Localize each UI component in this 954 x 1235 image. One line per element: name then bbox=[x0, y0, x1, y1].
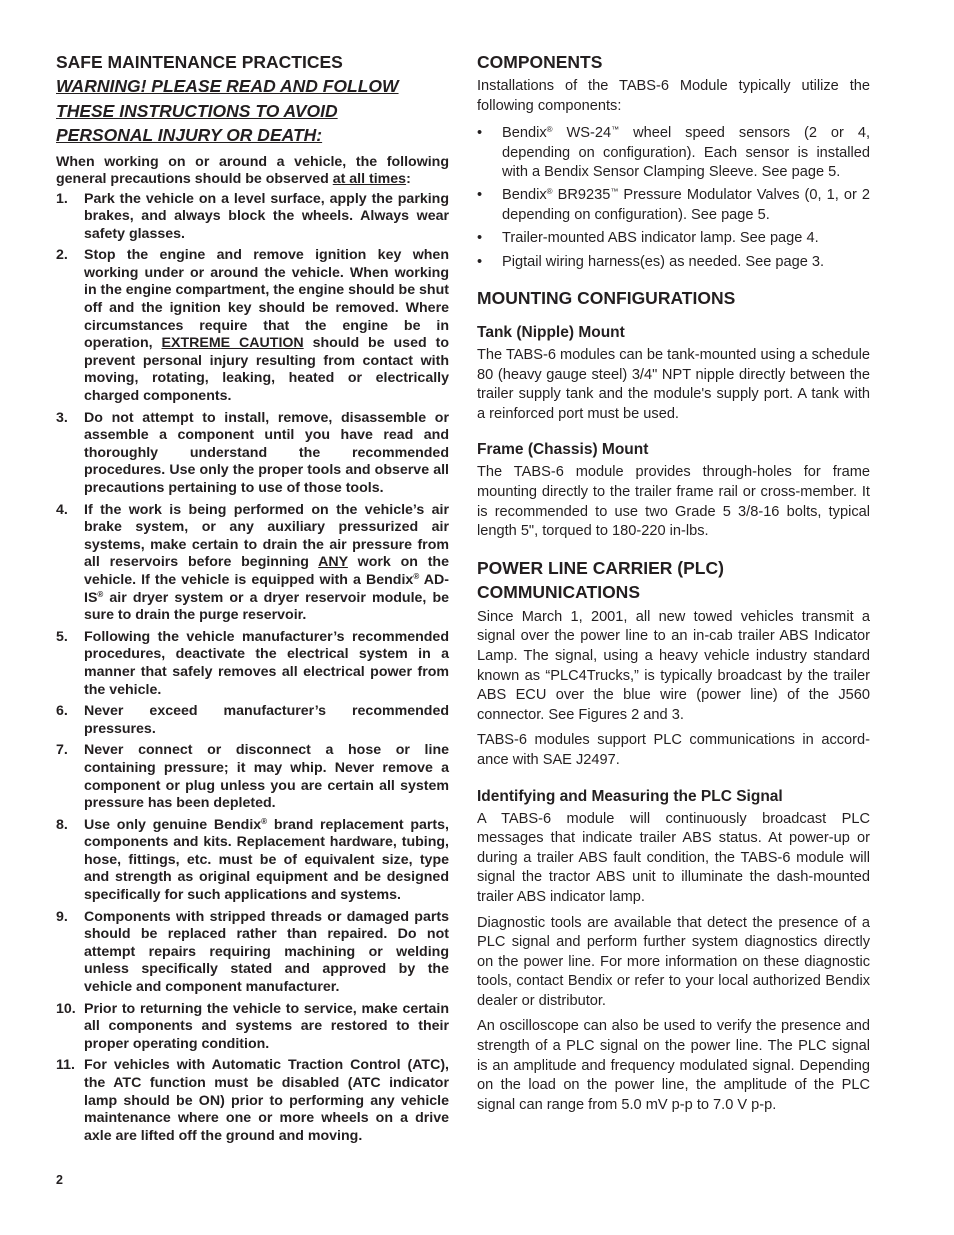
precaution-item-5 bbox=[56, 629, 449, 699]
precaution-item-4 bbox=[56, 502, 449, 625]
precaution-item-7 bbox=[56, 742, 449, 812]
components-intro: Installations of the TABS-6 Module typically utilize the following components: bbox=[477, 78, 870, 114]
plc-paragraph-2: TABS-6 modules support PLC communications in accord-ance with SAE J2497. bbox=[477, 732, 870, 768]
item-text: Never connect or disconnect a hose or line containing pressure; it may whip. Never remove a component or plug unless you are certain all system pressure has been depleted. bbox=[84, 742, 449, 812]
registered-mark: ® bbox=[413, 571, 420, 581]
precaution-item-2 bbox=[56, 247, 449, 405]
item-number: 9. bbox=[56, 908, 68, 925]
tank-mount-heading: Tank (Nipple) Mount bbox=[477, 324, 625, 342]
component-text: WS-24 bbox=[552, 125, 612, 142]
components-heading: COMPONENTS bbox=[477, 52, 603, 72]
item-text: Do not attempt to install, remove, disassemble or assemble a component until you have read and thoroughly understand the recommended procedures. Use only the proper tools and observe all precautions pertaining to use of those tools. bbox=[84, 409, 449, 496]
bullet-icon: • bbox=[477, 253, 483, 270]
component-text: Trailer-mounted ABS indicator lamp. See page 4. bbox=[502, 230, 819, 247]
registered-mark: ® bbox=[546, 187, 553, 197]
item-number: 8. bbox=[56, 816, 68, 833]
component-text: Bendix bbox=[502, 125, 547, 142]
bullet-icon: • bbox=[477, 230, 483, 247]
component-item-harness bbox=[477, 253, 870, 272]
trademark-mark: ™ bbox=[610, 187, 619, 197]
item-number: 6. bbox=[56, 703, 68, 720]
component-item-lamp bbox=[477, 229, 870, 248]
item-number: 11. bbox=[56, 1057, 75, 1074]
right-column bbox=[477, 50, 870, 1115]
tank-mount-text: The TABS-6 modules can be tank-mounted using a schedule 80 (heavy gauge steel) 3/4" NPT nipple directly between the trailer supply tank and the module's supply port. A tank with a reinforced port must be used. bbox=[477, 347, 870, 422]
precaution-item-11 bbox=[56, 1057, 449, 1145]
component-item-sensors bbox=[477, 124, 870, 182]
identify-plc-heading: Identifying and Measuring the PLC Signal bbox=[477, 787, 783, 805]
bullet-icon: • bbox=[477, 125, 483, 142]
plc-paragraph-1: Since March 1, 2001, all new towed vehicles transmit a signal over the power line to an in-cab trailer ABS Indicator Lamp. The signal, using a heavy vehicle industry standard known as “PLC4Trucks,” is typically broadcast by the trailer ABS ECU over the blue wire (power line) of the J560 connector. See Figures 2 and 3. bbox=[477, 608, 870, 723]
registered-mark: ® bbox=[546, 125, 553, 135]
identify-paragraph-3: An oscilloscope can also be used to verify the presence and strength of a PLC signal on the power line. The PLC signal is an amplitude and frequency modulated signal. Depending on the load on the power line, the amplitude of the PLC signal can range from 5.0 mV p-p to 7.0 V p-p. bbox=[477, 1018, 870, 1113]
item-text: Use only genuine Bendix bbox=[84, 816, 262, 833]
page-number: 2 bbox=[56, 1173, 63, 1187]
item-text: Components with stripped threads or damaged parts should be replaced rather than repaired. Do not attempt repairs requiring machining or welding unless specifically stated and approved by the vehicle and component manufacturer. bbox=[84, 908, 449, 996]
identify-paragraph-1: A TABS-6 module will continuously broadcast PLC messages that indicate trailer ABS status. At power-up or during a trailer ABS fault condition, the TABS-6 module will signal the tractor ABS unit to illuminate the dash-mounted trailer ABS indicator lamp. bbox=[477, 810, 870, 905]
item-text: should be used to prevent personal injury resulting from contact with moving, rotating, leaking, heated or electrically charged components. bbox=[84, 335, 449, 405]
safe-maintenance-heading: SAFE MAINTENANCE PRACTICES bbox=[56, 52, 343, 72]
item-number: 1. bbox=[56, 190, 68, 207]
bullet-icon: • bbox=[477, 187, 483, 204]
warning-line-3: PERSONAL INJURY OR DEATH: bbox=[56, 125, 323, 145]
item-number: 4. bbox=[56, 501, 68, 518]
item-number: 7. bbox=[56, 742, 68, 759]
precaution-item-3 bbox=[56, 410, 449, 498]
component-text: Pressure Modulator Valves (0, 1, or 2 depending on configuration). See page 5. bbox=[502, 187, 871, 223]
plc-heading-line-2: COMMUNICATIONS bbox=[477, 581, 640, 602]
precautions-list bbox=[56, 191, 449, 1146]
identify-paragraph-2: Diagnostic tools are available that detect the presence of a PLC signal and perform further system diagnostics directly on the power line. For more information on these diagnostic tools, contact Bendix or refer to your local authorized Bendix dealer or distributor. bbox=[477, 914, 870, 1009]
item-number: 10. bbox=[56, 1000, 76, 1017]
item-text: Prior to returning the vehicle to service, make certain all components and systems are restored to their proper operating condition. bbox=[84, 1000, 449, 1052]
component-text: wheel speed sensors (2 or 4, depending on configuration). Each sensor is installed with a Bendix Sensor Clamping Sleeve. See page 5. bbox=[502, 125, 871, 180]
component-item-valves bbox=[477, 186, 870, 225]
intro-end: : bbox=[406, 171, 411, 187]
intro-text: When working on or around a vehicle, the following general precautions should be observed bbox=[56, 153, 449, 187]
precaution-item-8 bbox=[56, 817, 449, 905]
item-text: Stop the engine and remove ignition key when working under or around the vehicle. When working in the engine compartment, the engine should be shut off and the ignition key should be removed. Where circumstances require that the engine be in operation, bbox=[84, 247, 449, 352]
mounting-heading: MOUNTING CONFIGURATIONS bbox=[477, 288, 736, 309]
precautions-intro bbox=[56, 154, 449, 189]
item-text-underlined: ANY bbox=[318, 554, 348, 571]
registered-mark: ® bbox=[261, 816, 268, 826]
component-text: BR9235 bbox=[552, 187, 611, 204]
item-number: 3. bbox=[56, 409, 68, 426]
item-text-underlined: EXTREME CAUTION bbox=[161, 335, 304, 352]
precaution-item-9 bbox=[56, 909, 449, 997]
left-column bbox=[56, 50, 449, 1149]
warning-line-1: WARNING! PLEASE READ AND FOLLOW bbox=[56, 76, 399, 96]
item-text: Never exceed manufacturer’s recommended pressures. bbox=[84, 703, 449, 737]
item-text: For vehicles with Automatic Traction Control (ATC), the ATC function must be disabled (ATC indicator lamp should be ON) prior to performing any vehicle maintenance where one or more wheels on a drive axle are lifted off the ground and moving. bbox=[84, 1057, 449, 1144]
item-text: Following the vehicle manufacturer’s recommended procedures, deactivate the electrical system in a manner that safely removes all electrical power from the vehicle. bbox=[84, 628, 449, 698]
frame-mount-heading: Frame (Chassis) Mount bbox=[477, 441, 649, 459]
intro-underlined: at all times bbox=[332, 171, 407, 187]
frame-mount-text: The TABS-6 module provides through-holes for frame mounting directly to the trailer frame rail or cross-member. It is recommended to use two Grade 5 3/8-16 bolts, typical length 5", torqued to 180-220 in-lbs. bbox=[477, 464, 870, 540]
components-list bbox=[477, 124, 870, 272]
item-text: AD-IS bbox=[84, 571, 450, 606]
item-number: 5. bbox=[56, 628, 68, 645]
trademark-mark: ™ bbox=[611, 125, 620, 135]
warning-line-2: THESE INSTRUCTIONS TO AVOID bbox=[56, 100, 338, 121]
item-text: air dryer system or a dryer reservoir module, be sure to drain the purge reservoir. bbox=[84, 589, 449, 624]
registered-mark: ® bbox=[97, 589, 104, 599]
item-number: 2. bbox=[56, 247, 68, 264]
item-text: If the work is being performed on the vehicle’s air brake system, or any auxiliary pressurized air systems, make certain to drain the air pressure from all reservoirs before beginning bbox=[84, 501, 449, 571]
plc-heading-line-1: POWER LINE CARRIER (PLC) bbox=[477, 557, 724, 578]
precaution-item-10 bbox=[56, 1001, 449, 1054]
precaution-item-6 bbox=[56, 703, 449, 738]
precaution-item-1 bbox=[56, 191, 449, 244]
component-text: Pigtail wiring harness(es) as needed. See page 3. bbox=[502, 253, 825, 270]
item-text: Park the vehicle on a level surface, apply the parking brakes, and always block the wheels. Always wear safety glasses. bbox=[84, 190, 449, 242]
item-text: work on the vehicle. If the vehicle is equipped with a Bendix bbox=[84, 554, 449, 588]
component-text: Bendix bbox=[502, 187, 547, 204]
item-text: brand replacement parts, components and kits. Replacement hardware, tubing, hose, fittings, etc. must be of equivalent size, type and strength as original equipment and be designed specifically for such applications and systems. bbox=[84, 816, 449, 904]
